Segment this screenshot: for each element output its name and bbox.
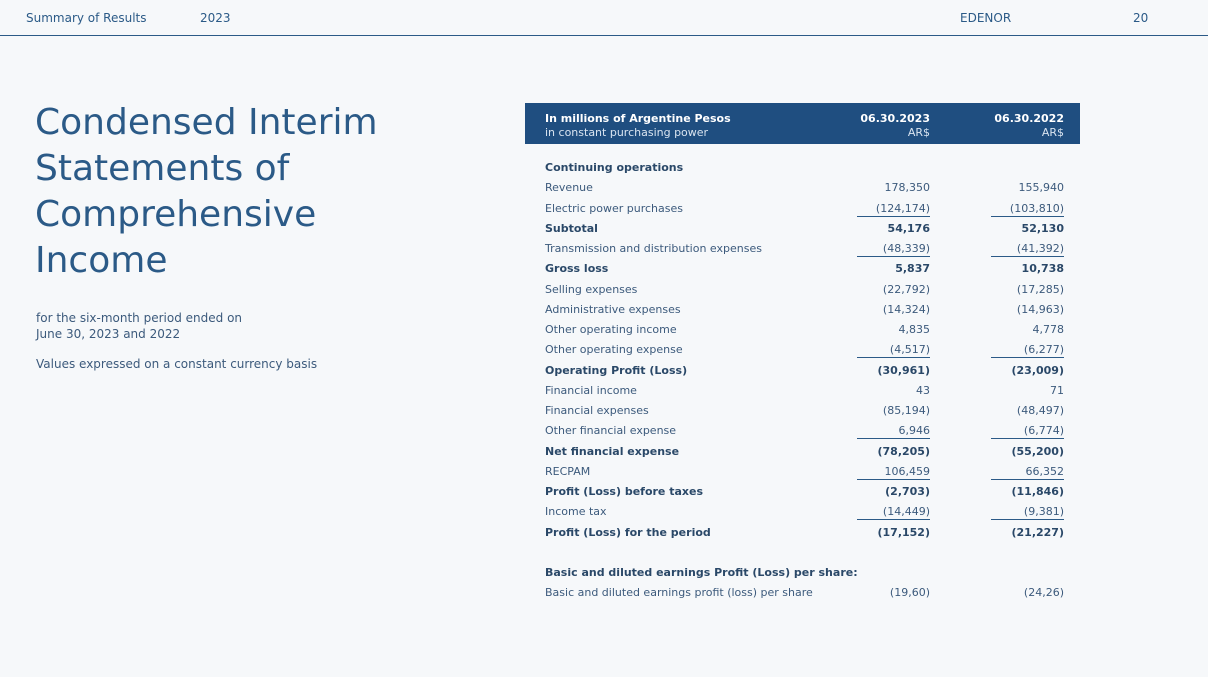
row-value-2023: 5,837 (895, 262, 930, 276)
row-label: Net financial expense (545, 444, 680, 458)
row-label: Electric power purchases (545, 201, 683, 215)
table-row (525, 401, 1080, 421)
page-title: Condensed Interim Statements of Comprehensive Income (35, 102, 378, 281)
table-row (525, 300, 1080, 320)
row-value-2023: 178,350 (884, 181, 930, 195)
report-year: 2023 (200, 11, 231, 25)
subtitle-line-1: for the six-month period ended on (36, 311, 243, 325)
income-statement-table (525, 103, 1080, 603)
table-row (525, 361, 1080, 381)
subtitle-line-2: June 30, 2023 and 2022 (36, 327, 181, 341)
row-value-2023: 4,835 (898, 323, 930, 336)
header-col-2022 (994, 112, 1064, 140)
row-label: Income tax (545, 505, 607, 519)
row-value-2022: 10,738 (1021, 262, 1064, 276)
table-row (525, 563, 1080, 583)
row-label: Profit (Loss) for the period (545, 525, 711, 539)
row-label: Profit (Loss) before taxes (545, 485, 704, 498)
table-row (525, 219, 1080, 239)
row-value-2023: (85,194) (882, 404, 930, 417)
row-value-2022: (14,963) (1016, 302, 1064, 316)
row-value-2022: (41,392) (991, 242, 1064, 257)
row-value-2023: (2,703) (885, 485, 930, 498)
page-subtitle (36, 310, 396, 372)
row-value-2023: (78,205) (877, 444, 930, 458)
currency-note: Values expressed on a constant currency basis (36, 357, 318, 371)
header-col-2023 (860, 112, 930, 140)
table-row (525, 280, 1080, 300)
col1-date: 06.30.2023 (860, 112, 930, 125)
row-value-2023: 6,946 (857, 424, 930, 439)
row-value-2022: (6,774) (991, 424, 1064, 439)
row-value-2022: (103,810) (991, 202, 1064, 217)
header-label (545, 112, 731, 140)
row-value-2023: 106,459 (857, 465, 930, 480)
table-row (525, 442, 1080, 462)
row-label: Selling expenses (545, 282, 638, 296)
col2-unit: AR$ (1041, 126, 1064, 139)
table-header (525, 103, 1080, 144)
table-row (525, 158, 1080, 178)
table-row (525, 178, 1080, 198)
row-label: Basic and diluted earnings Profit (Loss) per share: (545, 565, 858, 579)
table-row (525, 199, 1080, 219)
header-label-line1: In millions of Argentine Pesos (545, 112, 731, 125)
row-label: Revenue (545, 181, 593, 195)
table-row (525, 523, 1080, 543)
row-value-2022: (48,497) (1016, 404, 1064, 417)
col2-date: 06.30.2022 (994, 112, 1064, 125)
row-label: Subtotal (545, 221, 598, 235)
section-title: Summary of Results (26, 11, 147, 25)
row-label: RECPAM (545, 464, 591, 478)
row-label: Continuing operations (545, 161, 684, 174)
row-label: Other financial expense (545, 424, 677, 438)
table-body (525, 158, 1080, 603)
row-label: Financial expenses (545, 404, 649, 417)
row-value-2023: 54,176 (887, 221, 930, 235)
table-row (525, 320, 1080, 340)
row-value-2022: (55,200) (1011, 444, 1064, 458)
table-row (525, 381, 1080, 401)
row-label: Operating Profit (Loss) (545, 363, 688, 377)
table-row (525, 462, 1080, 482)
header-label-line2: in constant purchasing power (545, 126, 709, 139)
row-value-2023: (19,60) (889, 586, 930, 599)
row-value-2022: (6,277) (991, 343, 1064, 358)
row-value-2023: 43 (916, 383, 930, 397)
row-value-2022: (9,381) (991, 505, 1064, 520)
company-name: EDENOR (960, 11, 1012, 25)
row-value-2022: 71 (1050, 383, 1064, 397)
row-value-2023: (48,339) (857, 242, 930, 257)
table-row (525, 502, 1080, 522)
row-value-2022: 66,352 (991, 465, 1064, 480)
row-value-2023: (14,324) (882, 302, 930, 316)
row-value-2022: (11,846) (1011, 485, 1064, 498)
row-value-2022: 52,130 (1021, 221, 1064, 235)
row-label: Other operating income (545, 323, 677, 336)
table-row (525, 482, 1080, 502)
table-row (525, 259, 1080, 279)
row-label: Administrative expenses (545, 302, 681, 316)
row-value-2022: (23,009) (1011, 363, 1064, 377)
row-label: Gross loss (545, 262, 609, 276)
table-row (525, 340, 1080, 360)
col1-unit: AR$ (907, 126, 930, 139)
row-value-2022: (24,26) (1023, 586, 1064, 599)
table-row (525, 421, 1080, 441)
row-value-2022: 4,778 (1032, 323, 1064, 336)
table-row (525, 239, 1080, 259)
row-value-2023: (14,449) (857, 505, 930, 520)
row-value-2022: (17,285) (1016, 282, 1064, 296)
row-value-2023: (17,152) (877, 525, 930, 539)
row-value-2023: (124,174) (857, 202, 930, 217)
row-label: Financial income (545, 383, 637, 397)
row-label: Transmission and distribution expenses (545, 242, 762, 255)
row-label: Basic and diluted earnings profit (loss) per share (545, 586, 813, 599)
page-number: 20 (1133, 11, 1149, 25)
page-header (0, 0, 1208, 36)
row-label: Other operating expense (545, 343, 683, 357)
row-value-2022: (21,227) (1011, 525, 1064, 539)
row-value-2023: (30,961) (877, 363, 930, 377)
row-value-2023: (22,792) (882, 282, 930, 296)
table-spacer (525, 543, 1080, 563)
row-value-2023: (4,517) (857, 343, 930, 358)
table-row (525, 583, 1080, 603)
row-value-2022: 155,940 (1018, 181, 1064, 195)
